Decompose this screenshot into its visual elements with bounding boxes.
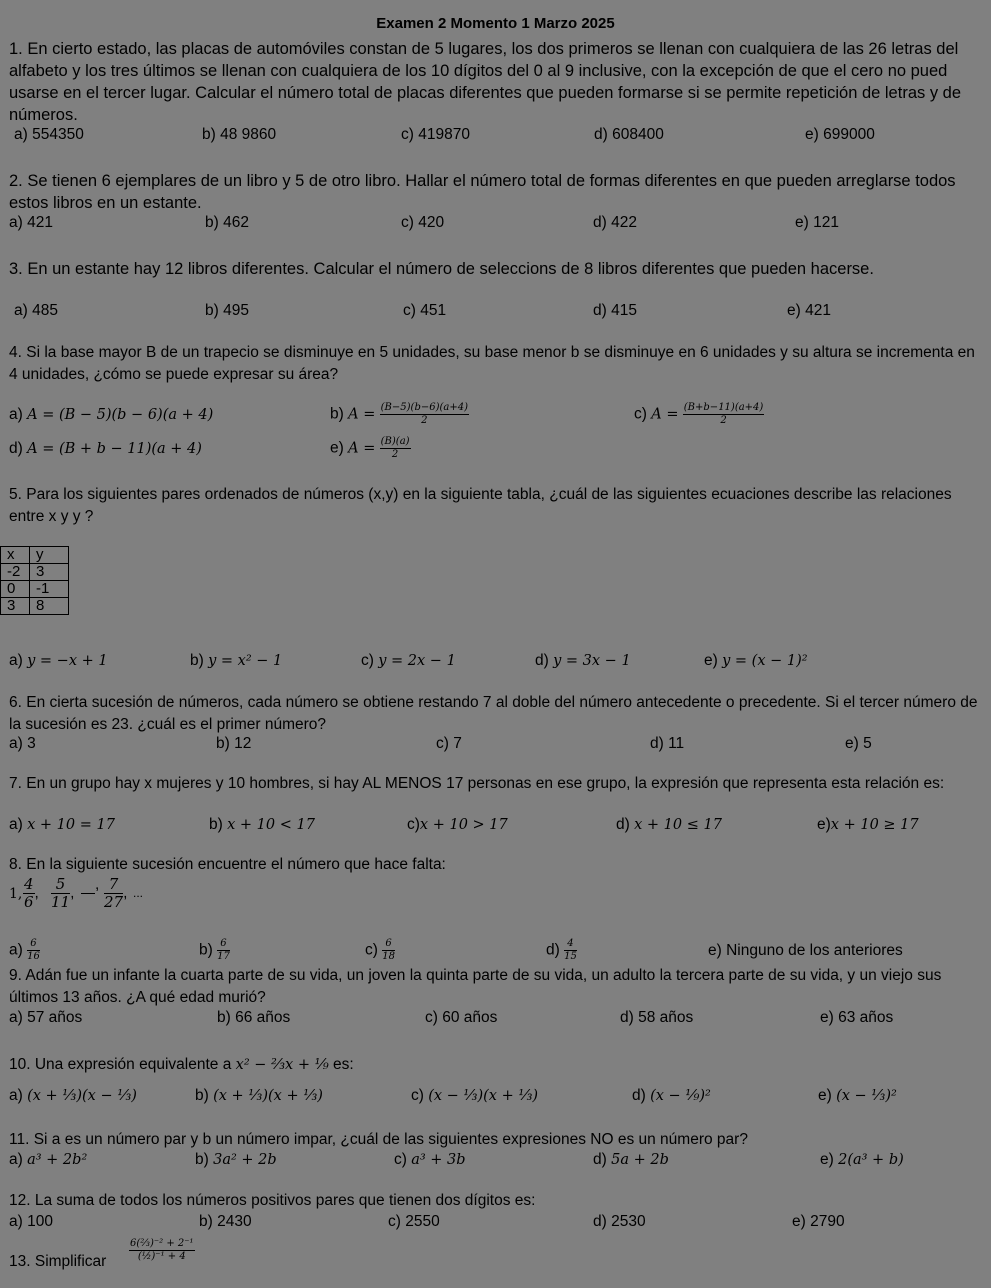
option-a: a) 421 [9,214,53,231]
option-e: e) 5 [845,735,872,752]
table-row: 3 8 [1,598,69,615]
question-9-options [9,1009,981,1033]
table-header [1,547,69,564]
question-1-options [9,126,981,150]
option-b: b) (x + ⅓)(x + ⅓) [195,1087,323,1104]
question-7: 7. En un grupo hay x mujeres y 10 hombres, si hay AL MENOS 17 personas en ese grupo, la expresión que representa esta relación es: [9,775,945,792]
table-row: -2 3 [1,564,69,581]
option-b: b) y = x² − 1 [190,652,283,669]
question-5: 5. Para los siguientes pares ordenados de números (x,y) en la siguiente tabla, ¿cuál de las siguientes ecuaciones describe las relaciones entre x y y ? [9,486,952,525]
question-4: 4. Si la base mayor B de un trapecio se disminuye en 5 unidades, su base menor b se disminuye en 6 unidades y su altura se incrementa en 4 unidades, ¿cómo se puede expresar su área? [9,344,975,383]
option-a: a) (x + ⅓)(x − ⅓) [9,1087,137,1104]
option-label: d) [9,440,23,457]
numerator: 6(⅔)⁻² + 2⁻¹ [130,1238,194,1249]
option-b: b) 48 9860 [202,126,277,143]
question-3-options [9,302,981,326]
sequence [9,876,981,920]
option-e: e) 699000 [805,126,875,143]
option-d: d) x + 10 ≤ 17 [616,816,722,833]
header-x: x [1,547,30,564]
option-c: c) $\frac{6}{18}$ [365,938,395,962]
option-b: b) 66 años [217,1009,291,1026]
header-y: y [30,547,69,564]
question-4-options-row2 [9,436,981,468]
question-5-options [9,652,981,676]
question-10-options [9,1087,981,1111]
option-c: c) 60 años [425,1009,498,1026]
sequence-missing-term: , [81,876,99,894]
fraction: $\frac{(B+b-11)(a+4)}{2}$ [683,402,764,426]
denominator: (½)⁻¹ + 4 [137,1251,186,1262]
question-13 [9,1238,981,1286]
option-e: e) y = (x − 1)² [704,652,808,669]
option-d: d) 58 años [620,1009,694,1026]
option-c: c) (x − ⅓)(x + ⅓) [411,1087,539,1104]
option-b: b) 2430 [199,1213,252,1230]
option-d: d) 608400 [594,126,664,143]
question-8: 8. En la siguiente sucesión encuentre el número que hace falta: [9,856,446,873]
question-9: 9. Adán fue un infante la cuarta parte de su vida, un joven la quinta parte de su vida, un adulto la tercera parte de su vida, y un viejo sus últimos 13 años. ¿A qué edad murió? [9,967,942,1006]
option-d: d) y = 3x − 1 [535,652,631,669]
option-lhs: A = [348,406,376,423]
option-e: e) (x − ⅓)² [818,1087,897,1104]
option-e: e) 2790 [792,1213,845,1230]
option-c: c) 420 [401,214,445,231]
question-text: 13. Simplificar [9,1253,107,1270]
question-6: 6. En cierta sucesión de números, cada número se obtiene restando 7 al doble del número antecedente o precedente. Si el tercer número de la sucesión es 23. ¿cuál es el primer número? [9,694,978,733]
option-e: e) 2(a³ + b) [820,1151,904,1168]
option-c: c) a³ + 3b [394,1151,466,1168]
option-expr: A = (B + b − 11)(a + 4) [27,441,202,457]
option-c [634,402,764,427]
option-a: a) 485 [14,302,58,319]
option-a: a) 57 años [9,1009,83,1026]
option-label: b) [330,405,344,423]
table-row: 0 -1 [1,581,69,598]
question-2: 2. Se tienen 6 ejemplares de un libro y 5 de otro libro. Hallar el número total de formas diferentes en que pueden arreglarse todos estos libros en un estante. [9,172,956,212]
option-d: d) $\frac{4}{15}$ [546,938,577,962]
option-a: a) x + 10 = 17 [9,816,115,833]
option-c: c) 419870 [401,126,470,143]
option-a: a) y = −x + 1 [9,652,108,669]
sequence-term: $\frac{4}{6}$ , [24,875,39,911]
option-d [9,440,202,458]
option-label: a) [9,406,23,423]
question-3: 3. En un estante hay 12 libros diferentes. Calcular el número de seleccions de 8 libros diferentes que pueden hacerse. [9,260,874,278]
option-b [330,402,469,427]
sequence-ellipsis: ... [133,886,144,900]
question-6-options [9,735,981,759]
fraction: $\frac{(B)(a)}{2}$ [380,436,410,460]
question-2-options [9,214,981,238]
option-b: b) 462 [205,214,249,231]
option-d: d) 5a + 2b [593,1151,669,1168]
option-a: a) 3 [9,735,36,752]
option-a: a) a³ + 2b² [9,1151,88,1168]
question-4-options-row1 [9,402,981,434]
option-b: b) 495 [205,302,249,319]
option-a: a) $\frac{6}{16}$ [9,938,40,962]
option-b: b) 3a² + 2b [195,1151,277,1168]
question-7-options [9,816,981,840]
option-d: d) 2530 [593,1213,646,1230]
xy-table [0,546,69,615]
question-text-end: es: [332,1056,354,1073]
option-d: d) 422 [593,214,637,231]
option-label: e) [330,439,344,457]
option-c: c)x + 10 > 17 [407,816,508,833]
fraction [129,1238,195,1263]
exam-title: Examen 2 Momento 1 Marzo 2025 [376,15,615,32]
option-b: b) $\frac{6}{17}$ [199,938,230,962]
option-a [9,406,213,424]
question-12: 12. La suma de todos los números positivos pares que tienen dos dígitos es: [9,1192,536,1209]
question-text: 10. Una expresión equivalente a [9,1056,232,1073]
option-c: c) 2550 [388,1213,440,1230]
option-a: a) 100 [9,1213,53,1230]
option-e: e) Ninguno de los anteriores [708,942,903,959]
option-e: e)x + 10 ≥ 17 [817,816,919,833]
question-11-options [9,1151,981,1175]
option-c: c) y = 2x − 1 [361,652,456,669]
option-e: e) 63 años [820,1009,894,1026]
option-e: e) 121 [795,214,839,231]
option-expr: A = (B − 5)(b − 6)(a + 4) [27,407,214,423]
option-d: d) 415 [593,302,637,319]
question-12-options [9,1213,981,1237]
option-d: d) (x − ⅑)² [632,1087,711,1104]
option-d: d) 11 [650,735,685,752]
question-11: 11. Si a es un número par y b un número impar, ¿cuál de las siguientes expresiones NO es un número par? [9,1131,748,1148]
option-lhs: A = [651,406,679,423]
sequence-first-term: 1, [9,886,23,902]
option-c: c) 7 [436,735,462,752]
option-a: a) 554350 [14,126,84,143]
fraction: $\frac{(B-5)(b-6)(a+4)}{2}$ [380,402,468,426]
question-1: 1. En cierto estado, las placas de automóviles constan de 5 lugares, los dos primeros se llenan con cualquiera de las 26 letras del alfabeto y los tres últimos se llenan con cualquiera de los 10 dígitos del 0 al 9 inclusive, con la excepción de que el cero no pued usarse en el tercer lugar. Calcular el número total de placas diferentes que pueden formarse si se permite repetición de letras y de números. [9,40,962,124]
sequence-term: $\frac{7}{27}$ , [104,875,128,911]
question-10 [9,1054,981,1076]
option-b: b) x + 10 < 17 [209,816,315,833]
sequence-term: $\frac{5}{11}$ , [51,875,75,911]
option-b: b) 12 [216,735,252,752]
option-e: e) 421 [787,302,831,319]
question-8-options [9,938,981,968]
option-label: c) [634,405,647,423]
option-lhs: A = [348,440,376,457]
option-e [330,436,411,461]
question-expr: x² − ⅔x + ⅑ [235,1057,329,1073]
option-c: c) 451 [403,302,447,319]
